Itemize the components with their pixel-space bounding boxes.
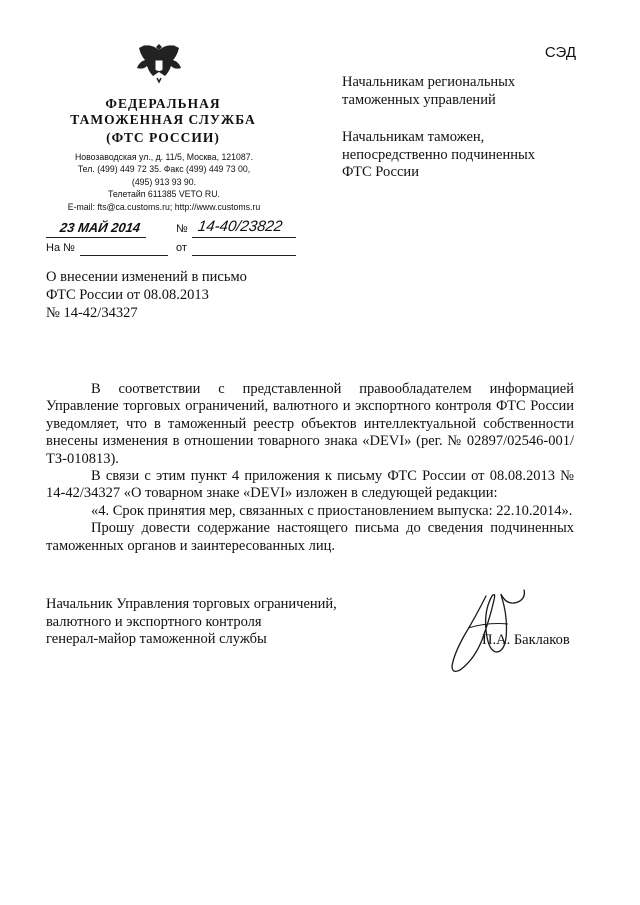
addressee-regional [342,74,515,109]
ref-label: На № [46,242,75,254]
subject-line: ФТС России от 08.08.2013 [46,287,209,303]
addressee-customs [342,129,535,182]
addressee-line: Начальникам региональных [342,74,516,90]
sed-mark: СЭД [544,44,576,61]
body-paragraph-4: Прошу довести содержание настоящего письма до сведения подчиненных таможенных органов и заинтересованных лиц. [46,520,574,554]
contact-teletype: Телетайп 611385 VETO RU. [108,189,220,201]
registration-number: 14-40/23822 [196,218,284,235]
position-line: валютного и экспортного контроля [46,613,262,630]
signatory-position [46,596,337,649]
signatory-name: П.А. Баклаков [482,632,570,648]
letter-subject [46,268,247,322]
addressee-line: непосредственно подчиненных [342,146,535,163]
from-label: от [176,242,187,254]
position-line: генерал-майор таможенной службы [46,631,267,647]
org-name-line2: ТАМОЖЕННАЯ СЛУЖБА [70,112,256,127]
org-short-name: (ФТС РОССИИ) [106,130,220,145]
contact-email: E-mail: fts@ca.customs.ru; http://www.customs.ru [67,201,261,213]
addressee-line: ФТС России [342,164,419,180]
reference-row [46,240,296,260]
addressee-line: таможенных управлений [342,91,496,108]
contact-address: Новозаводская ул., д. 11/5, Москва, 121087. [74,152,254,163]
body-paragraph-2: В связи с этим пункт 4 приложения к письму ФТС России от 08.08.2013 № 14-42/34327 «О товарном знаке «DEVI» изложен в следующей редакции: [46,468,574,502]
subject-line: № 14-42/34327 [46,305,138,321]
registration-row [46,220,296,240]
letter-body [46,381,574,555]
contact-phone-2: (495) 913 93 90. [131,176,197,188]
org-contacts [54,152,275,214]
subject-line: О внесении изменений в письмо [46,269,247,285]
registration-date: 23 МАЙ 2014 [58,220,142,235]
contact-phone-fax: Тел. (499) 449 72 35. Факс (499) 449 73 00, [77,164,251,176]
org-name-line1: ФЕДЕРАЛЬНАЯ [105,96,221,111]
addressee-line: Начальникам таможен, [342,129,485,145]
position-line: Начальник Управления торговых ограничений, [46,596,337,612]
number-label: № [176,223,188,235]
body-paragraph-1: В соответствии с представленной правообладателем информацией Управление торговых ограничений, валютного и экспортного контроля ФТС России уведомляет, что в таможенный реестр объектов интеллектуальной собственности внесены изменения в отношении товарного знака «DEVI» (рег. № 02897/02546-001/ТЗ-010813). [46,381,574,467]
double-headed-eagle-icon [133,38,185,86]
body-paragraph-3: «4. Срок принятия мер, связанных с приостановлением выпуска: 22.10.2014». [91,502,573,519]
